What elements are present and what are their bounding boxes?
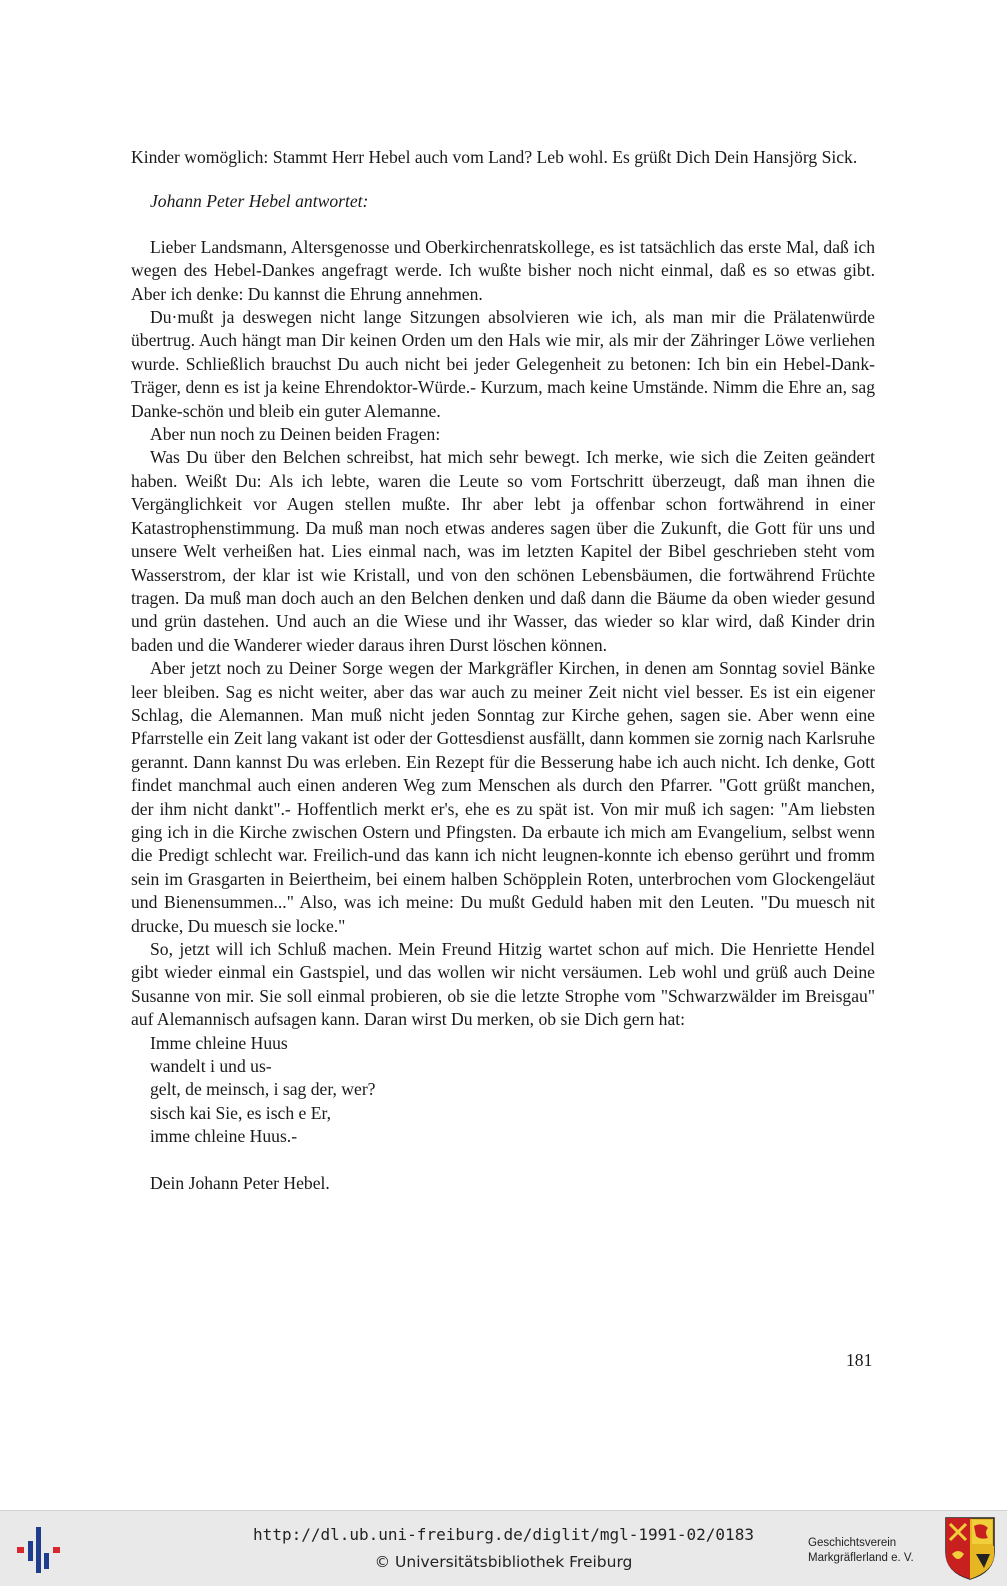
source-url-link[interactable]: http://dl.ub.uni-freiburg.de/diglit/mgl-1991-02/0183 xyxy=(253,1525,754,1544)
letter-paragraph: Aber nun noch zu Deinen beiden Fragen: xyxy=(150,424,441,445)
copyright-notice: © Universitätsbibliothek Freiburg xyxy=(374,1553,633,1571)
letter-paragraph: Aber jetzt noch zu Deiner Sorge wegen der Markgräfler Kirchen, in denen am Sonntag soviel Bänke leer bleiben. Sag es nicht weiter, aber das war auch zu meiner Zeit nicht viel besser. Es ist ein eigener Schlag, die Alemannen. Man muß nicht jeden Sonntag zur Kirche gehen, sagen sie. Aber wenn eine Pfarrstelle ein Zeit lang vakant ist oder der Gottesdienst ausfällt, dann kommen sie zornig nach Karlsruhe gerannt. Dann kannst Du was erleben. Ein Rezept für die Besserung habe ich auch nicht. Ich denke, Gott findet manchmal auch einen anderen Weg zum Menschen als durch den Pfarrer. "Gott grüßt manchen, der ihm nicht dankt".- Hoffentlich merkt er's, ehe es zu spät ist. Von mir muß ich sagen: "Am liebsten ging ich in die Kirche zwischen Ostern und Pfingsten. Da erbaute ich mich am Evangelium, selbst wenn die Predigt schlecht war. Freilich-und das kann ich nicht leugnen-konnte ich ebenso gerührt und fromm sein im Grasgarten in Beiertheim, bei einem halben Schöpplein Roten, unterbrochen vom Glockengeläut und Bienensummen..." Also, was ich meine: Du mußt Geduld haben mit den Leuten. "Du muesch nit drucke, Du muesch sie locke." xyxy=(131,658,875,936)
society-name xyxy=(808,1536,933,1566)
verse-line: imme chleine Huus.- xyxy=(150,1126,298,1147)
letter-paragraph: Kinder womöglich: Stammt Herr Hebel auch vom Land? Leb wohl. Es grüßt Dich Dein Hansjörg Sick. xyxy=(131,147,858,167)
letter-paragraph: Lieber Landsmann, Altersgenosse und Oberkirchenratskollege, es ist tatsächlich das erste Mal, daß ich wegen des Hebel-Dankes angefragt werde. Ich wußte bisher noch nicht einmal, daß es so etwas gibt. Aber ich denke: Du kannst die Ehrung annehmen. xyxy=(131,236,875,304)
letter-paragraph: So, jetzt will ich Schluß machen. Mein Freund Hitzig wartet schon auf mich. Die Henriette Hendel gibt wieder einmal ein Gastspiel, und das wollen wir nicht versäumen. Leb wohl und grüß auch Deine Susanne von mir. Sie soll einmal probieren, ob sie die letzte Strophe vom "Schwarzwälder im Breisgau" auf Alemannisch aufsagen kann. Daran wirst Du merken, ob sie Dich gern hat: xyxy=(131,939,875,1030)
society-line-2: Markgräflerland e. V. xyxy=(808,1552,914,1564)
footer-bar xyxy=(0,1510,1007,1586)
society-line-1: Geschichtsverein xyxy=(808,1537,897,1549)
letter-paragraph: Du·mußt ja deswegen nicht lange Sitzungen absolvieren wie ich, als man mir die Prälatenwürde übertrug. Auch hängt man Dir keinen Orden um den Hals wie mir, als mir der Zähringer Löwe verliehen wurde. Schließlich brauchst Du auch nicht bei jeder Gelegenheit zu betonen: Ich bin ein Hebel-Dank-Träger, denn es ist ja keine Ehrendoktor-Würde.- Kurzum, mach keine Umstände. Nimm die Ehre an, sag Danke-schön und bleib ein guter Alemanne. xyxy=(131,307,875,421)
page-number: 181 xyxy=(846,1350,873,1370)
letter-paragraph: Was Du über den Belchen schreibst, hat mich sehr bewegt. Ich merke, wie sich die Zeiten geändert haben. Weißt Du: Als ich lebte, waren die Leute so vom Fortschritt überzeugt, daß man ihnen die Vergänglichkeit vor Augen stellen mußte. Ihr aber lebt ja offenbar schon fortwährend in einer Katastrophenstimmung. Da muß man noch etwas anderes sagen über die Zukunft, die Gott für uns und unsere Welt verheißen hat. Lies einmal nach, was im letzten Kapitel der Bibel geschrieben steht vom Wasserstrom, der klar ist wie Kristall, und von den schönen Lebensbäumen, die fortwährend Früchte tragen. Da muß man doch auch an den Belchen denken und daß dann die Bäume da oben wieder gesund und grün dastehen. Und auch an die Wiese und ihr Wasser, das wieder so klar wird, daß Kinder drin baden und die Wanderer wieder daraus ihren Durst löschen können. xyxy=(131,447,875,655)
verse-line: gelt, de meinsch, i sag der, wer? xyxy=(150,1079,376,1100)
signature: Dein Johann Peter Hebel. xyxy=(150,1172,330,1193)
verse-line: sisch kai Sie, es isch e Er, xyxy=(150,1102,332,1123)
verse-line: Imme chleine Huus xyxy=(150,1032,288,1053)
letter-body xyxy=(131,146,875,1195)
section-heading: Johann Peter Hebel antwortet: xyxy=(150,191,369,212)
coat-of-arms-icon xyxy=(944,1516,996,1581)
verse-line: wandelt i und us- xyxy=(150,1056,272,1077)
verse-block xyxy=(131,1032,875,1149)
paragraphs xyxy=(131,146,875,1032)
